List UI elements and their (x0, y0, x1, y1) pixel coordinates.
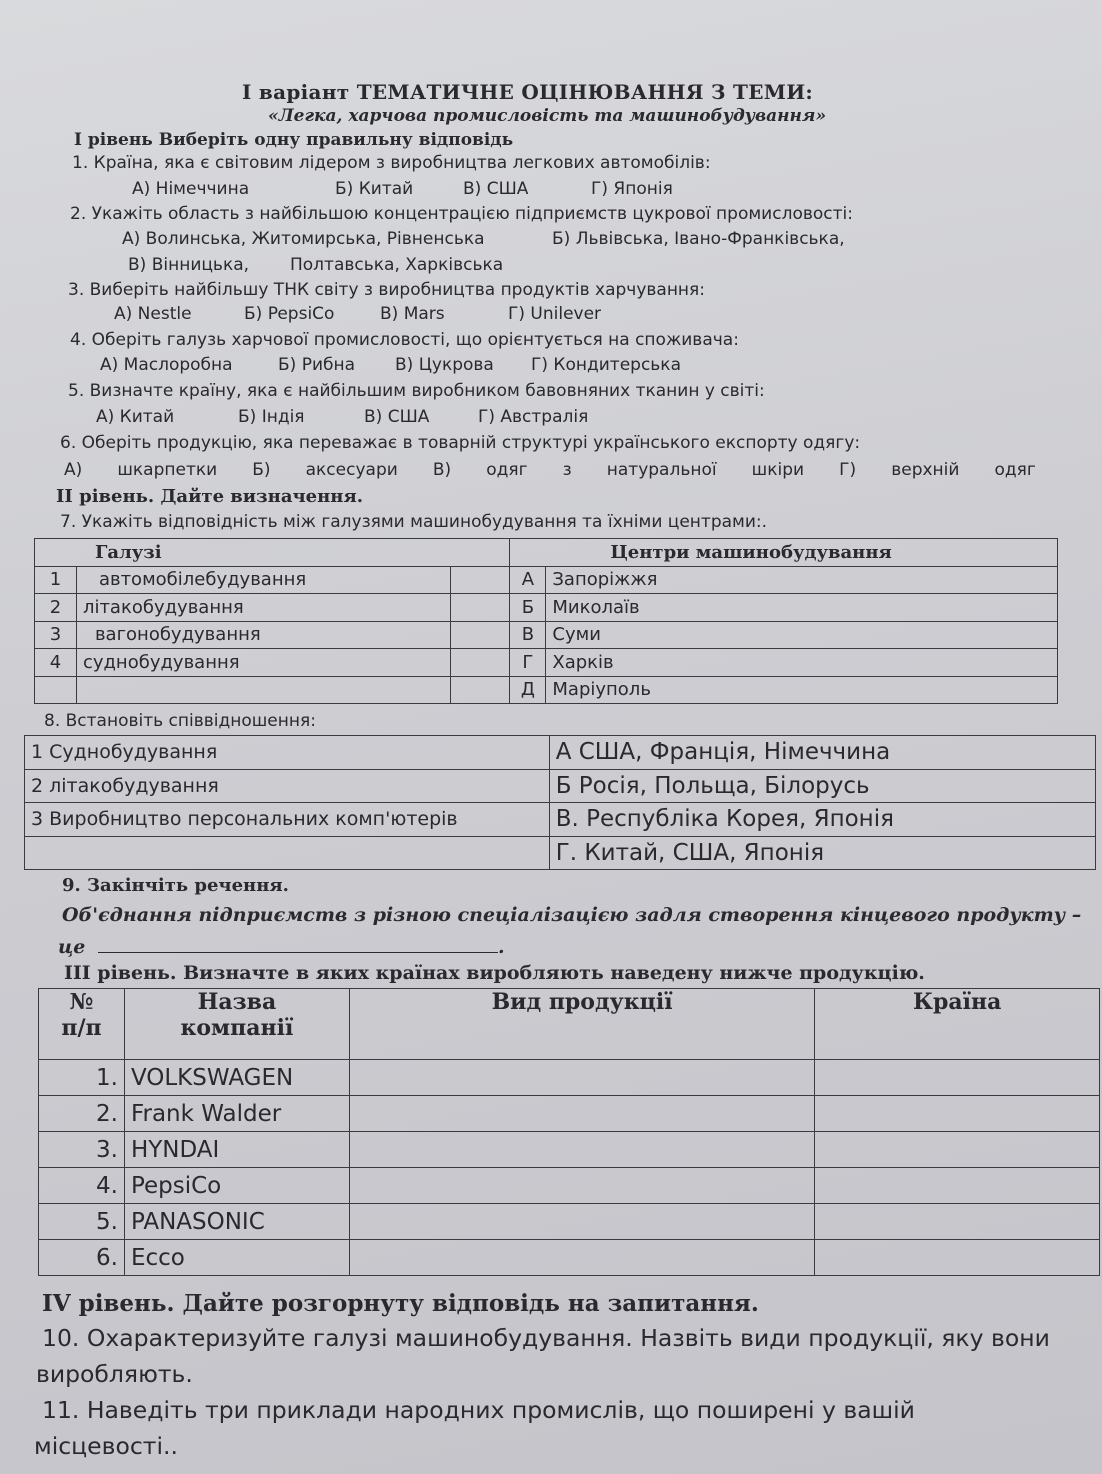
company-cell: VOLKSWAGEN (124, 1060, 349, 1096)
question-1: 1. Країна, яка є світовим лідером з виробництва легкових автомобілів: (72, 153, 711, 173)
option-d: Г) Японія (591, 179, 673, 199)
left-cell: 1 Суднобудування (25, 736, 550, 770)
question-9-prefix: це (58, 936, 86, 958)
question-2-options (122, 229, 845, 249)
question-8: 8. Встановіть співвідношення: (44, 711, 316, 731)
option-b-text: аксесуари (305, 460, 398, 480)
question-4-options (100, 355, 681, 375)
level4-heading: IV рівень. Дайте розгорнуту відповідь на запитання. (42, 1290, 759, 1317)
option-c-word4: шкіри (751, 460, 805, 480)
row-number: 1 (35, 566, 77, 594)
answer-cell[interactable] (450, 621, 510, 649)
question-5: 5. Визначте країну, яка є найбільшим виробником бавовняних тканин у світі: (68, 381, 765, 401)
right-cell: В. Республіка Корея, Японія (549, 803, 1095, 837)
option-b: Б) PepsiCo (244, 304, 335, 324)
center-cell: Запоріжжя (546, 566, 1058, 594)
table-row (35, 566, 1058, 594)
table-row (39, 1132, 1100, 1168)
header-product: Вид продукції (349, 989, 814, 1060)
question-2-options-line2 (128, 255, 503, 275)
row-number: 2 (35, 594, 77, 622)
option-d-word2: одяг (994, 460, 1036, 480)
row-number: 1. (39, 1060, 125, 1096)
center-cell: Суми (546, 621, 1058, 649)
right-cell: Г. Китай, США, Японія (549, 836, 1095, 870)
option-c-word1: одяг (486, 460, 528, 480)
question-4: 4. Оберіть галузь харчової промисловості, що орієнтується на споживача: (70, 330, 739, 350)
question-11-cont: місцевості.. (34, 1432, 178, 1460)
option-c: В) США (364, 407, 430, 427)
row-number: 6. (39, 1240, 125, 1276)
table-row (35, 649, 1058, 677)
question-1-options (132, 179, 673, 199)
branch-cell: автомобілебудування (76, 566, 450, 594)
branch-cell: вагонобудування (76, 621, 450, 649)
option-c: В) Цукрова (395, 355, 494, 375)
level3-table (38, 988, 1100, 1276)
question-2: 2. Укажіть область з найбільшою концентрацією підприємств цукрової промисловості: (70, 204, 853, 224)
level1-heading: І рівень Виберіть одну правильну відповідь (74, 130, 514, 150)
option-a: А) Nestle (114, 304, 192, 324)
table-row (35, 621, 1058, 649)
option-d-word1: верхній (891, 460, 960, 480)
row-number: 2. (39, 1096, 125, 1132)
right-cell: Б Росія, Польща, Білорусь (549, 769, 1095, 803)
country-answer-cell[interactable] (815, 1132, 1100, 1168)
option-d: Г) Unilever (508, 304, 602, 324)
option-a-label: А) (64, 460, 83, 480)
option-c: В) Mars (380, 304, 445, 324)
option-c-cont: Полтавська, Харківська (290, 255, 504, 275)
table-row (39, 1240, 1100, 1276)
option-c-word2: з (562, 460, 572, 480)
branch-cell (76, 676, 450, 704)
company-cell: PepsiCo (124, 1168, 349, 1204)
option-c-word3: натуральної (606, 460, 717, 480)
page-title: I варіант ТЕМАТИЧНЕ ОЦІНЮВАННЯ З ТЕМИ: (242, 80, 814, 104)
right-cell: А США, Франція, Німеччина (549, 736, 1095, 770)
product-answer-cell[interactable] (349, 1060, 814, 1096)
center-letter: Г (510, 649, 546, 677)
center-letter: Д (510, 676, 546, 704)
row-number: 3. (39, 1132, 125, 1168)
question-9-suffix: . (497, 936, 505, 958)
product-answer-cell[interactable] (349, 1240, 814, 1276)
left-cell: 3 Виробництво персональних комп'ютерів (25, 803, 550, 837)
header-company: Назва компанії (124, 989, 349, 1060)
table-row (25, 803, 1096, 837)
answer-cell[interactable] (450, 649, 510, 677)
option-b: Б) Китай (335, 179, 414, 199)
table-row (39, 1168, 1100, 1204)
question-10: 10. Охарактеризуйте галузі машинобудування. Назвіть види продукції, яку вони (42, 1324, 1050, 1352)
option-c: В) Вінницька, (128, 255, 250, 275)
branch-cell: суднобудування (76, 649, 450, 677)
product-answer-cell[interactable] (349, 1096, 814, 1132)
answer-blank[interactable] (98, 934, 498, 953)
header-number: № п/п (39, 989, 125, 1060)
country-answer-cell[interactable] (815, 1096, 1100, 1132)
country-answer-cell[interactable] (815, 1060, 1100, 1096)
question-9-answer-line (58, 934, 505, 958)
table-row (25, 736, 1096, 770)
center-letter: Б (510, 594, 546, 622)
option-a: А) Німеччина (132, 179, 250, 199)
row-number: 5. (39, 1204, 125, 1240)
product-answer-cell[interactable] (349, 1204, 814, 1240)
company-cell: HYNDAI (124, 1132, 349, 1168)
center-letter: В (510, 621, 546, 649)
table-row (39, 1060, 1100, 1096)
page-subtitle: «Легка, харчова промисловість та машинобудування» (268, 106, 827, 126)
option-a: А) Волинська, Житомирська, Рівненська (122, 229, 485, 249)
answer-cell[interactable] (450, 594, 510, 622)
product-answer-cell[interactable] (349, 1132, 814, 1168)
option-a-text: шкарпетки (117, 460, 218, 480)
country-answer-cell[interactable] (815, 1204, 1100, 1240)
question-8-table (24, 735, 1096, 870)
question-7-table (34, 538, 1058, 704)
option-d: Г) Кондитерська (531, 355, 681, 375)
country-answer-cell[interactable] (815, 1168, 1100, 1204)
question-6: 6. Оберіть продукцію, яка переважає в товарній структурі українського експорту одягу: (60, 433, 861, 453)
table-row (39, 1204, 1100, 1240)
question-3-options (114, 304, 601, 324)
table-row (25, 836, 1096, 870)
table-row (35, 594, 1058, 622)
table-header-row (39, 989, 1100, 1060)
column-header-branches: Галузі (35, 539, 510, 567)
question-10-cont: виробляють. (36, 1360, 193, 1388)
table-row (39, 1096, 1100, 1132)
answer-cell[interactable] (450, 676, 510, 704)
option-a: А) Китай (96, 407, 175, 427)
option-b-label: Б) (252, 460, 271, 480)
question-9-sentence: Об'єднання підприємств з різною спеціалізацією задля створення кінцевого продукту – (62, 904, 1082, 926)
option-d: Г) Австралія (478, 407, 589, 427)
level3-heading: III рівень. Визначте в яких країнах виробляють наведену нижче продукцію. (64, 962, 925, 984)
center-cell: Харків (546, 649, 1058, 677)
answer-cell[interactable] (450, 566, 510, 594)
row-number: 4. (39, 1168, 125, 1204)
question-11-text: 11. Наведіть три приклади народних промислів, що поширені у вашій (42, 1396, 915, 1424)
product-answer-cell[interactable] (349, 1168, 814, 1204)
center-cell: Миколаїв (546, 594, 1058, 622)
option-c-label: В) (432, 460, 452, 480)
company-cell: Frank Walder (124, 1096, 349, 1132)
question-5-options (96, 407, 588, 427)
row-number (35, 676, 77, 704)
option-d-label: Г) (839, 460, 857, 480)
company-cell: Ecco (124, 1240, 349, 1276)
question-6-options (64, 460, 1036, 480)
branch-cell: літакобудування (76, 594, 450, 622)
option-c: В) США (463, 179, 529, 199)
question-7: 7. Укажіть відповідність між галузями машинобудування та їхніми центрами:. (60, 512, 768, 532)
question-3: 3. Виберіть найбільшу ТНК світу з виробництва продуктів харчування: (68, 280, 706, 300)
table-row (35, 676, 1058, 704)
table-row (25, 769, 1096, 803)
column-header-centers: Центри машинобудування (510, 539, 1058, 567)
option-b: Б) Львівська, Івано-Франківська, (552, 229, 845, 249)
center-letter: А (510, 566, 546, 594)
option-b: Б) Рибна (278, 355, 356, 375)
question-11 (42, 1396, 1086, 1424)
center-cell: Маріуполь (546, 676, 1058, 704)
question-9-heading: 9. Закінчіть речення. (62, 875, 289, 896)
option-b: Б) Індія (238, 407, 305, 427)
row-number: 3 (35, 621, 77, 649)
left-cell (25, 836, 550, 870)
header-country: Країна (815, 989, 1100, 1060)
country-answer-cell[interactable] (815, 1240, 1100, 1276)
left-cell: 2 літакобудування (25, 769, 550, 803)
company-cell: PANASONIC (124, 1204, 349, 1240)
option-a: А) Маслоробна (100, 355, 233, 375)
level2-heading: II рівень. Дайте визначення. (56, 486, 364, 507)
row-number: 4 (35, 649, 77, 677)
